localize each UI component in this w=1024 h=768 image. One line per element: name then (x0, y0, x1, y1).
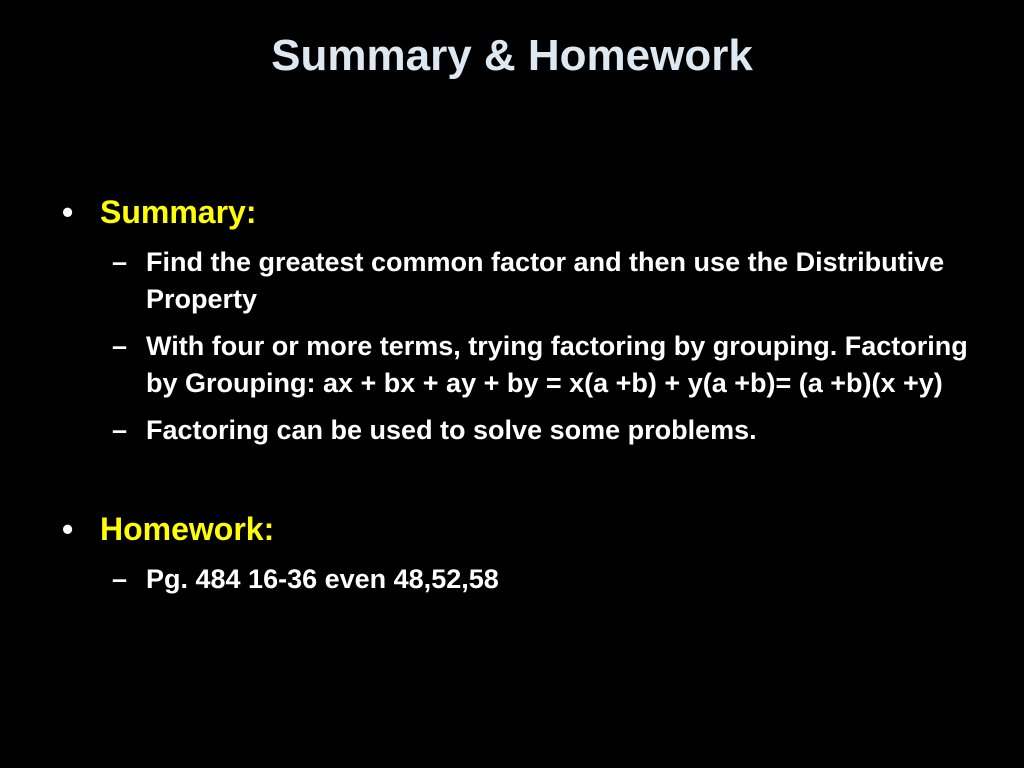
summary-item-text: With four or more terms, trying factoring by grouping. Factoring by Grouping: ax + bx + ay + by = x(a +b) + y(a +b)= (a +b)(x +y) (146, 331, 968, 398)
bullet-list (62, 190, 982, 608)
section-label-summary: Summary: (100, 194, 257, 230)
summary-item-grouping (110, 328, 982, 402)
summary-item-text: Find the greatest common factor and then use the Distributive Property (146, 247, 945, 314)
summary-item-solve (110, 412, 982, 449)
dash-marker: – (112, 564, 128, 594)
dash-marker: – (112, 415, 128, 445)
bullet-marker: • (62, 511, 74, 547)
summary-item-gcf (110, 244, 982, 318)
bullet-homework (62, 507, 982, 598)
homework-item-text: Pg. 484 16-36 even 48,52,58 (146, 564, 499, 594)
slide-title: Summary & Homework (271, 31, 753, 80)
dash-marker: – (112, 331, 128, 361)
homework-subitems (100, 561, 982, 598)
bullet-summary (62, 190, 982, 449)
summary-subitems (100, 244, 982, 449)
section-label-homework: Homework: (100, 511, 275, 547)
summary-item-text: Factoring can be used to solve some problems. (146, 415, 757, 445)
homework-item-assignment (110, 561, 982, 598)
dash-marker: – (112, 247, 128, 277)
bullet-marker: • (62, 194, 74, 230)
